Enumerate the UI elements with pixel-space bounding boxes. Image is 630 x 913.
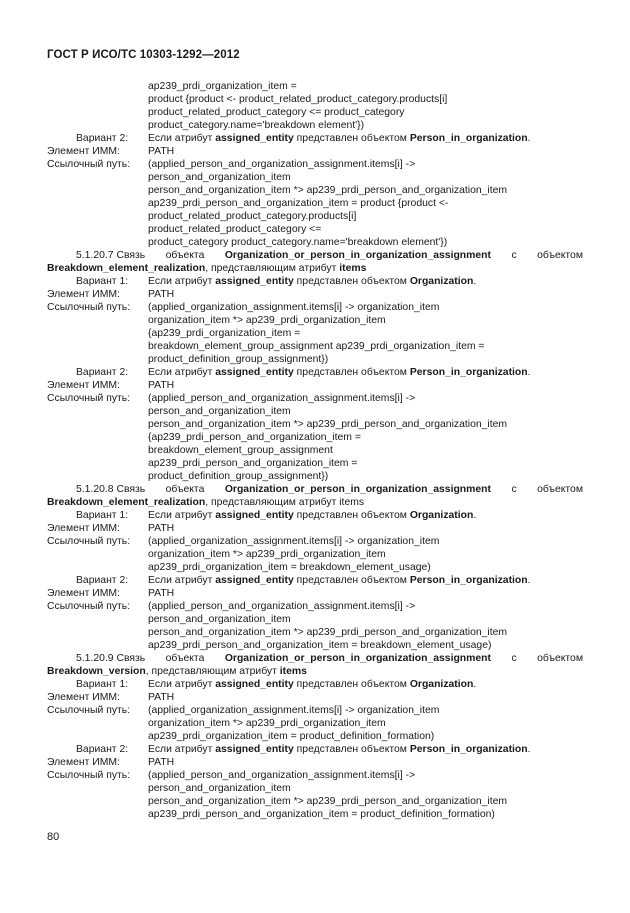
- path-line: person_and_organization_item *> ap239_prdi_person_and_organization_item: [148, 185, 508, 196]
- field-value: PATH: [148, 523, 175, 534]
- path-line: person_and_organization_item *> ap239_prdi_person_and_organization_item: [148, 627, 508, 638]
- path-line: (applied_person_and_organization_assignment.items[i] ->: [148, 770, 416, 781]
- text-span: представлен объектом: [293, 510, 410, 521]
- text-span: представлен объектом: [293, 744, 410, 755]
- variant-label: Вариант 1:: [76, 679, 129, 690]
- path-line: product_category.name='breakdown element'}): [148, 120, 365, 131]
- reference-path: [47, 392, 583, 483]
- path-line: (applied_organization_assignment.items[i] -> organization_item: [148, 705, 440, 716]
- bold-term: Person_in_organization: [409, 133, 528, 144]
- bold-term: Organization_or_person_in_organization_assignment: [224, 250, 491, 261]
- variant-label: Вариант 2:: [76, 133, 129, 144]
- variant-label: Вариант 2:: [76, 367, 129, 378]
- field-label: Ссылочный путь:: [47, 770, 131, 781]
- text-span: Если атрибут: [148, 133, 216, 144]
- bold-term: assigned_entity: [215, 679, 294, 690]
- path-line: (applied_person_and_organization_assignment.items[i] ->: [148, 601, 416, 612]
- bold-term: Organization_or_person_in_organization_assignment: [224, 653, 491, 664]
- bold-term: Breakdown_element_realization: [47, 497, 206, 508]
- section-heading-continuation: [47, 262, 583, 275]
- variant-label: Вариант 2:: [76, 575, 129, 586]
- path-line: product_related_product_category <=: [148, 224, 322, 235]
- text-span: объектом: [537, 653, 583, 664]
- mim-element: [47, 288, 583, 301]
- mim-element: [47, 379, 583, 392]
- document-body: [47, 80, 583, 821]
- bold-term: assigned_entity: [215, 367, 294, 378]
- section-heading-5-1-20-9: [47, 652, 583, 665]
- field-value: [148, 678, 583, 691]
- bold-term: Organization: [409, 276, 474, 287]
- text-span: объектом: [537, 250, 583, 261]
- mim-element: [47, 587, 583, 600]
- path-line: person_and_organization_item: [148, 614, 291, 625]
- reference-path-continuation: [47, 80, 583, 132]
- text-span: .: [527, 133, 531, 144]
- variant-2: [47, 132, 583, 145]
- section-heading-continuation: [47, 496, 583, 509]
- bold-term: items: [339, 263, 367, 274]
- field-label: Элемент ИММ:: [47, 757, 120, 768]
- path-line: product {product <- product_related_product_category.products[i]: [148, 94, 448, 105]
- text-span: с: [511, 653, 517, 664]
- reference-path: [47, 704, 583, 743]
- text-span: представлен объектом: [293, 575, 410, 586]
- bold-term: items: [279, 666, 307, 677]
- reference-path: [47, 769, 583, 821]
- field-value: [148, 80, 583, 132]
- field-value: [148, 704, 583, 743]
- text-span: объекта: [165, 653, 205, 664]
- text-span: .: [473, 679, 477, 690]
- bold-term: assigned_entity: [215, 575, 294, 586]
- bold-term: Organization_or_person_in_organization_assignment: [224, 484, 491, 495]
- path-line: {ap239_prdi_organization_item =: [148, 328, 301, 339]
- text-span: Если атрибут: [148, 575, 216, 586]
- variant-label: Вариант 2:: [76, 744, 129, 755]
- path-line: ap239_prdi_person_and_organization_item = product {product <-: [148, 198, 449, 209]
- bold-term: assigned_entity: [215, 133, 294, 144]
- mim-element: [47, 145, 583, 158]
- bold-term: assigned_entity: [215, 510, 294, 521]
- text-span: .: [527, 575, 531, 586]
- text-span: 5.1.20.8 Связь: [76, 484, 146, 495]
- path-line: organization_item *> ap239_prdi_organization_item: [148, 549, 386, 560]
- text-span: .: [527, 744, 531, 755]
- mim-label: Элемент ИММ:: [47, 146, 120, 157]
- path-line: person_and_organization_item *> ap239_prdi_person_and_organization_item: [148, 796, 508, 807]
- text-span: объекта: [165, 250, 205, 261]
- field-value: PATH: [148, 380, 175, 391]
- path-line: product_related_product_category <= product_category: [148, 107, 405, 118]
- text-span: Если атрибут: [148, 367, 216, 378]
- text-span: объекта: [165, 484, 205, 495]
- text-span: Если атрибут: [148, 510, 216, 521]
- bold-term: Breakdown_element_realization: [47, 263, 206, 274]
- field-value: [148, 769, 583, 821]
- text-span: .: [473, 276, 477, 287]
- variant-label: Вариант 1:: [76, 276, 129, 287]
- field-label: Ссылочный путь:: [47, 705, 131, 716]
- field-label: Ссылочный путь:: [47, 393, 131, 404]
- field-label: Элемент ИММ:: [47, 380, 120, 391]
- path-line: product_category product_category.name='breakdown element'}): [148, 237, 448, 248]
- field-value: PATH: [148, 289, 175, 300]
- text-span: представлен объектом: [293, 367, 410, 378]
- field-value: [148, 600, 583, 652]
- text-span: представлен объектом: [293, 679, 410, 690]
- path-line: product_definition_group_assignment}): [148, 354, 329, 365]
- field-label: Ссылочный путь:: [47, 302, 131, 313]
- reference-path: [47, 535, 583, 574]
- reference-path: [47, 158, 583, 249]
- field-value: PATH: [148, 692, 175, 703]
- variant-label: Вариант 1:: [76, 510, 129, 521]
- path-line: product_related_product_category.products[i]: [148, 211, 357, 222]
- text-span: представлен объектом: [293, 133, 410, 144]
- field-value: PATH: [148, 757, 175, 768]
- path-line: organization_item *> ap239_prdi_organization_item: [148, 315, 386, 326]
- text-span: 5.1.20.7 Связь: [76, 250, 146, 261]
- text-span: Если атрибут: [148, 276, 216, 287]
- path-line: breakdown_element_group_assignment ap239_prdi_organization_item =: [148, 341, 485, 352]
- field-label: [47, 80, 148, 132]
- path-line: product_definition_group_assignment}): [148, 471, 329, 482]
- document-header: ГОСТ Р ИСО/ТС 10303-1292—2012: [47, 49, 240, 61]
- path-line: ap239_prdi_person_and_organization_item =: [148, 458, 358, 469]
- field-value: [148, 132, 583, 145]
- bold-term: Organization: [409, 510, 474, 521]
- field-label: Элемент ИММ:: [47, 289, 120, 300]
- path-line: person_and_organization_item: [148, 406, 291, 417]
- path-line: person_and_organization_item *> ap239_prdi_person_and_organization_item: [148, 419, 508, 430]
- section-heading-5-1-20-8: [47, 483, 583, 496]
- reference-path: [47, 301, 583, 366]
- variant-2: [47, 574, 583, 587]
- text-span: Если атрибут: [148, 679, 216, 690]
- path-line: ap239_prdi_organization_item = product_definition_formation): [148, 731, 435, 742]
- variant-2: [47, 366, 583, 379]
- text-span: с: [511, 250, 517, 261]
- field-value: PATH: [148, 588, 175, 599]
- path-line: ap239_prdi_organization_item = breakdown_element_usage): [148, 562, 431, 573]
- bold-term: Organization: [409, 679, 474, 690]
- text-span: .: [527, 367, 531, 378]
- field-value: [148, 743, 583, 756]
- reference-path-label: Ссылочный путь:: [47, 159, 131, 170]
- field-label: Элемент ИММ:: [47, 523, 120, 534]
- bold-term: assigned_entity: [215, 276, 294, 287]
- bold-term: Person_in_organization: [409, 575, 528, 586]
- section-heading-5-1-20-7: [47, 249, 583, 262]
- variant-2: [47, 743, 583, 756]
- page-number: 80: [47, 831, 60, 843]
- field-value: [148, 158, 583, 249]
- field-label: Элемент ИММ:: [47, 588, 120, 599]
- field-label: Ссылочный путь:: [47, 601, 131, 612]
- path-line: {ap239_prdi_person_and_organization_item =: [148, 432, 361, 443]
- mim-element: [47, 756, 583, 769]
- bold-term: Breakdown_version: [47, 666, 146, 677]
- field-label: Ссылочный путь:: [47, 536, 131, 547]
- bold-term: Person_in_organization: [409, 744, 528, 755]
- section-heading-continuation: [47, 665, 583, 678]
- field-value: [148, 301, 583, 366]
- path-line: ap239_prdi_organization_item =: [148, 81, 297, 92]
- text-span: 5.1.20.9 Связь: [76, 653, 146, 664]
- text-span: , представляющим атрибут: [145, 666, 280, 677]
- mim-element: [47, 691, 583, 704]
- variant-1: [47, 678, 583, 691]
- path-line: (applied_person_and_organization_assignment.items[i] ->: [148, 159, 416, 170]
- field-value: [148, 535, 583, 574]
- bold-term: assigned_entity: [215, 744, 294, 755]
- text-span: Если атрибут: [148, 744, 216, 755]
- path-line: person_and_organization_item: [148, 783, 291, 794]
- field-value: [148, 574, 583, 587]
- text-span: , представляющим атрибут: [205, 263, 340, 274]
- path-line: (applied_person_and_organization_assignment.items[i] ->: [148, 393, 416, 404]
- path-line: (applied_organization_assignment.items[i] -> organization_item: [148, 536, 440, 547]
- path-line: ap239_prdi_person_and_organization_item = breakdown_element_usage): [148, 640, 492, 651]
- text-span: .: [473, 510, 477, 521]
- text-span: представлен объектом: [293, 276, 410, 287]
- path-line: ap239_prdi_person_and_organization_item = product_definition_formation): [148, 809, 495, 820]
- text-span: объектом: [537, 484, 583, 495]
- field-value: [148, 392, 583, 483]
- variant-1: [47, 275, 583, 288]
- text-span: , представляющим атрибут items: [205, 497, 365, 508]
- mim-value: PATH: [148, 146, 175, 157]
- field-value: [148, 275, 583, 288]
- path-line: organization_item *> ap239_prdi_organization_item: [148, 718, 386, 729]
- variant-1: [47, 509, 583, 522]
- field-label: Элемент ИММ:: [47, 692, 120, 703]
- bold-term: Person_in_organization: [409, 367, 528, 378]
- text-span: с: [511, 484, 517, 495]
- field-value: [148, 366, 583, 379]
- path-line: person_and_organization_item: [148, 172, 291, 183]
- field-value: [148, 509, 583, 522]
- reference-path: [47, 600, 583, 652]
- path-line: breakdown_element_group_assignment: [148, 445, 333, 456]
- mim-element: [47, 522, 583, 535]
- path-line: (applied_organization_assignment.items[i] -> organization_item: [148, 302, 440, 313]
